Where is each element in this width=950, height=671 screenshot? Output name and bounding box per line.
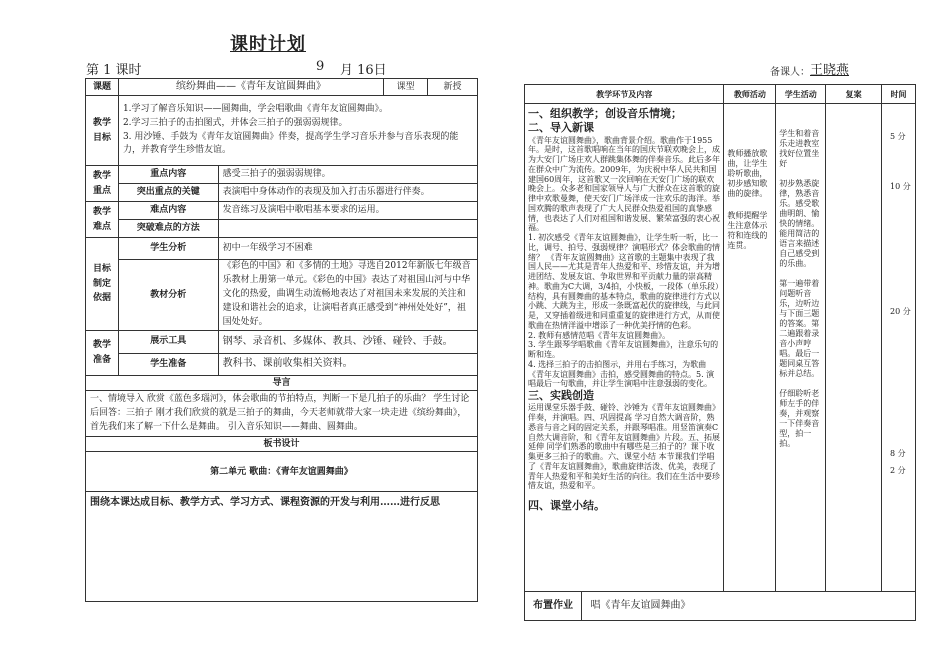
material-analysis-label: 教材分析 [118,260,218,331]
student-activity [776,104,826,592]
key-content: 感受三拍子的强弱弱规律。 [218,166,477,184]
paragraph: 1. 初次感受《青年友谊圆舞曲》，让学生听一听，比一比，调号、拍号、强弱规律？演唱形式？体会歌曲的情绪？ 《青年友谊圆舞曲》这首歌的主题集中表现了我国人民——尤其是青年人热爱和平、珍惜友谊，并为增进团结、发展友谊、争取世界和平贡献力量的崇高精神。歌曲为C大调，3/4拍，小快板，一段体（单乐段）结构，具有圆舞曲的基本特点，歌曲的旋律进行方式以小跳、大跳为主，形成一条既富起伏的旋律线，与此同是，又穿插着级进和同重重复的旋律进行方式，从而使歌曲在热情洋溢中增添了一种优美抒情的色彩。 [528,233,720,330]
teacher-activity-item: 教师播放歌曲，让学生聆听歌曲，初步感知歌曲的旋律。 [727,149,768,198]
time-value: 5 分 [890,132,906,141]
material-analysis: 《彩色的中国》和《多情的土地》寻选自2012年新版七年级音乐教材上册第一单元。《彩色的中国》表达了对祖国山河与中华文化的热爱，曲调生动流畅地表达了对祖国未来发展的关注和建设和谐社会的追求，让演唱者真正感受到“神州处处好”，祖国处处好。 [218,260,477,331]
homework-label: 布置作业 [525,592,582,620]
section-heading: 一、组织教学；创设音乐情境； [528,107,682,120]
difficulty-method-label: 突破难点的方法 [118,220,218,238]
teacher-activity [724,104,776,592]
preparer-label: 备课人： [770,67,810,78]
student-activity-item: 学生和着音乐走进教室找好位置坐好 [779,129,820,168]
student-activity-item: 第一遍带着问题听音乐，边听边与下面三题的答案。第二遍跟着录音小声哼唱。最后一题同桌互答标并总结。 [779,279,820,378]
lesson-number: 第 1 课时 [86,63,142,78]
intro-text: 一、情境导入 欣赏《蓝色多瑙河》，体会歌曲的节拍特点，判断一下是几拍子的乐曲？ 学生讨论后回答：三拍子 刚才我们欣赏的就是三拍子的舞曲，今天老师就带大家一块走进《缤纷舞曲》，首先我们来了解一下什么是舞曲。 引入音乐知识——舞曲、圆舞曲。 [86,391,478,437]
student-activity-item: 初步熟悉旋律，熟悉音乐。感受歌曲明朗、愉快的情绪。能用简洁的语言来描述自己感受到的乐曲。 [779,179,820,268]
lesson-plan-table [85,78,478,602]
topic-label: 课题 [86,79,119,96]
student-prep-label: 学生准备 [118,353,218,375]
goals-label: 教学目标 [86,96,119,166]
topic-value: 缤纷舞曲——《青年友谊圆舞曲》 [118,79,383,96]
student-prep-value: 教科书、课前收集相关资料。 [218,353,477,375]
time-value: 20 分 [890,307,911,316]
homework-value: 唱《青年友谊圆舞曲》 [590,600,691,611]
student-activity-item: 仔细聆听老师左手的伴奏，并观察一下伴奏音型，拍一拍。 [779,389,820,448]
preparer-name: 王晓燕 [810,63,850,78]
time-value: 2 分 [890,466,906,475]
student-analysis-label: 学生分析 [118,238,218,260]
tools-label: 展示工具 [118,330,218,353]
difficulty-label: 教学难点 [86,202,119,238]
date-month: 9 [316,59,325,74]
header-review: 复案 [826,85,882,104]
process-content [525,104,724,592]
difficulty-content-label: 难点内容 [118,202,218,220]
section-heading: 四、课堂小结。 [528,499,605,513]
type-label: 课型 [384,79,428,96]
time-column [882,104,916,592]
date-day: 月 16日 [340,63,387,78]
teacher-activity-item: 教师提醒学生注意体示符和连线的连贯。 [727,211,768,250]
time-value: 8 分 [890,449,906,458]
paragraph: 《青年友谊圆舞曲》，歌曲背景介绍。歌曲作于1955年。是时，这首歌唱响在当年的国庆节联欢晚会上，成为大安门广场庄欢人群跳集体舞的伴奏音乐。此后多年在群众中广为流传。2009年，为庆祝中华人民共和国建国60周年，这首歌又一次回响在天安门广场的联欢晚会上。众多老和国家领导人与广大群众在这首歌的旋律中欢歌曼舞，使天安门广场洋成一注欢乐的海洋。举国欢腾的歌声表现了广大人民群众热爱祖国的真挚感情，也表达了人们对祖国和谐发展、繁荣富强的衷心祝福。 [528,135,720,233]
homework-row [525,592,916,621]
goal-item: 2.学习三拍子的击拍图式，并体会三拍子的强弱弱规律。 [122,117,348,128]
type-value: 新授 [428,79,478,96]
difficulty-method [218,220,477,238]
key-label: 教学重点 [86,166,119,202]
section-heading: 三、实践创造 [528,389,594,403]
goal-item: 3. 用沙锤、手鼓为《青年友谊圆舞曲》伴奏，提高学生学习音乐并参与音乐表现的能力，并教育学生珍惜友谊。 [122,131,459,156]
review-column [826,104,882,592]
goals-cell [118,96,477,166]
difficulty-content: 发音练习及演唱中歌唱基本要求的运用。 [218,202,477,220]
prep-label: 教学准备 [86,330,119,375]
key-method-label: 突出重点的关键 [118,184,218,202]
section-heading: 二、导入新课 [528,121,594,135]
key-method: 表演唱中身体动作的表现及加入打击乐器进行伴奏。 [218,184,477,202]
paragraph: 4. 选择三拍子的击拍图示，并用右手练习，为歌曲《青年友谊圆舞曲》击拍，感受圆舞曲的特点。5. 演唱最后一句歌曲，并让学生演唱中注意强弱的变化。 [528,359,715,389]
tools-value: 钢琴、录音机、多媒体、教具、沙锤、碰铃、手鼓。 [218,330,477,353]
page-title: 课时计划 [230,34,306,55]
intro-heading: 导言 [86,375,478,390]
header-student: 学生活动 [776,85,826,104]
header-content: 教学环节及内容 [525,85,724,104]
reflection: 围绕本课达成目标、教学方式、学习方式、课程资源的开发与利用……进行反思 [86,492,478,602]
board-heading: 板书设计 [86,437,478,452]
student-analysis: 初中一年级学习不困难 [218,238,477,260]
header-time: 时间 [882,85,916,104]
paragraph: 运用课堂乐器手鼓、碰铃、沙锤为《青年友谊圆舞曲》伴奏，并演唱。四、巩固提高 学习自然大调音阶，熟悉音与音之间的固定关系，并跟琴唱准。用竖笛演奏C自然大调音阶，和《青年友谊圆舞曲》片段。五、拓展延伸 同学们熟悉的歌曲中有哪些是三拍子的？课下收集更多三拍子的歌曲。六、课堂小结 本节课我们学唱了《青年友谊圆舞曲》，歌曲旋律活泼、优美，表现了青年人热爱和平和美好生活的向往。我们在生活中要珍惜友谊，热爱和平。 [528,403,720,491]
time-value: 10 分 [890,182,911,191]
paragraph: 2. 教师有感情范唱《青年友谊圆舞曲》。 [528,330,671,340]
key-content-label: 重点内容 [118,166,218,184]
goal-item: 1.学习了解音乐知识——圆舞曲，学会唱歌曲《青年友谊圆舞曲》。 [122,103,389,114]
board-design: 第二单元 歌曲：《青年友谊圆舞曲》 [86,452,478,492]
teaching-process-table [524,84,916,621]
basis-label: 目标制定依据 [86,238,119,331]
header-teacher: 教师活动 [724,85,776,104]
paragraph: 3. 学生跟琴学唱歌曲《青年友谊圆舞曲》，注意乐句的断和连。 [528,340,719,360]
